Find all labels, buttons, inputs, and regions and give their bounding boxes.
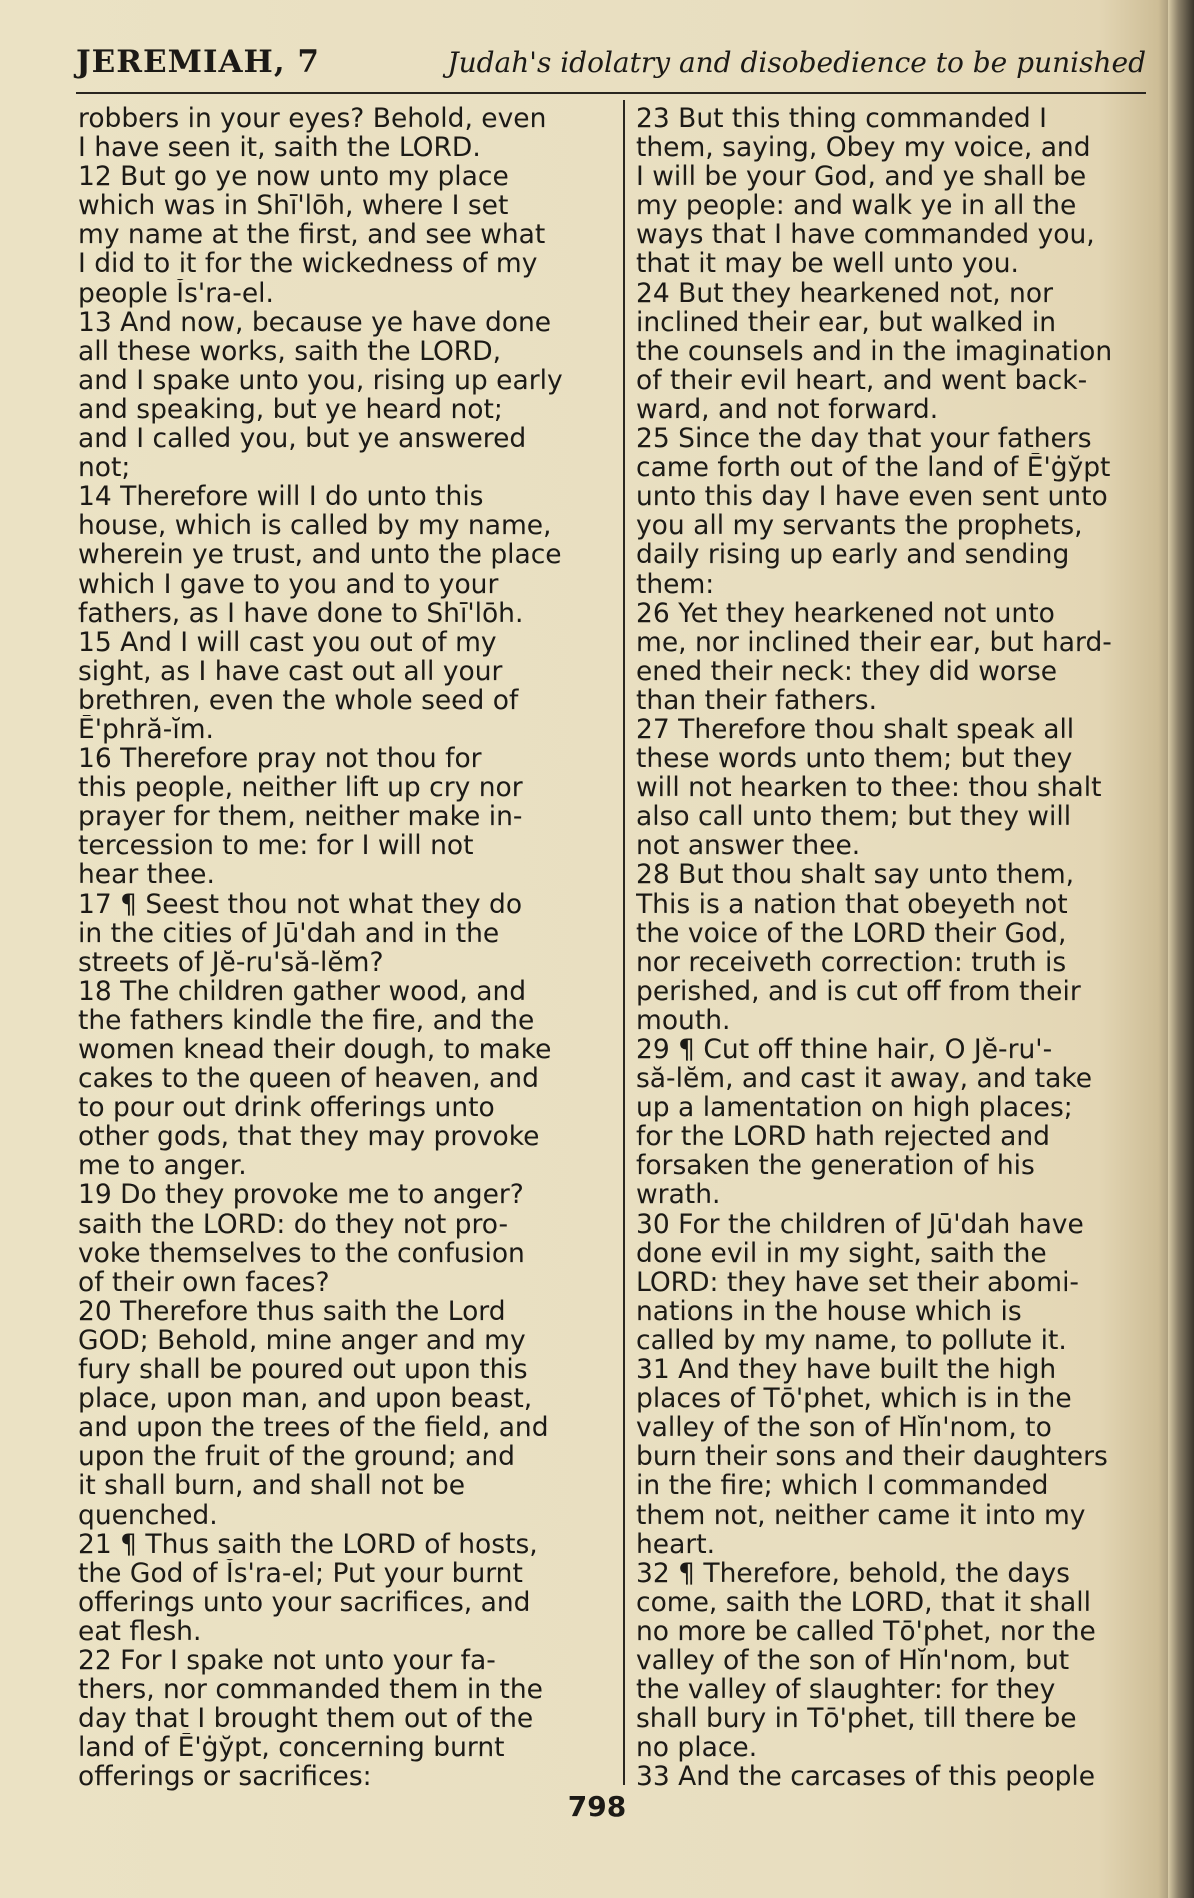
text-line: not answer thee.: [636, 831, 861, 861]
text-line: the counsels and in the imagination: [636, 336, 1113, 366]
text-line: brethren, even the whole seed of: [78, 685, 519, 715]
text-line: thers, nor commanded them in the: [78, 1675, 543, 1705]
text-line: other gods, that they may provoke: [78, 1122, 540, 1152]
text-line: LORD: they have set their abomi-: [636, 1267, 1079, 1297]
text-line: 27 Therefore thou shalt speak all: [636, 714, 1075, 745]
text-line: unto this day I have even sent unto: [636, 482, 1108, 512]
text-line: the voice of the LORD their God,: [636, 918, 1067, 948]
text-line: than their fathers.: [636, 685, 877, 715]
text-line: eat flesh.: [78, 1616, 202, 1646]
text-line: women knead their dough, to make: [78, 1035, 552, 1065]
text-line: me, nor inclined their ear, but hard-: [636, 627, 1112, 657]
text-line: 32 ¶ Therefore, behold, the days: [636, 1558, 1070, 1588]
text-line: shall bury in Tō'phet, till there be: [636, 1704, 1077, 1734]
text-line: mouth.: [636, 1005, 731, 1035]
text-line: up a lamentation on high places;: [636, 1093, 1073, 1123]
text-line: that it may be well unto you.: [636, 249, 1019, 279]
text-line: my people: and walk ye in all the: [636, 191, 1077, 221]
text-line: valley of the son of Hĭn'nom, to: [636, 1413, 1052, 1443]
text-line: 33 And the carcases of this people: [636, 1762, 1096, 1792]
text-line: voke themselves to the confusion: [78, 1238, 525, 1268]
text-line: to pour out drink offerings unto: [78, 1093, 495, 1123]
text-line: no more be called Tō'phet, nor the: [636, 1616, 1096, 1646]
text-line: my name at the first, and see what: [78, 220, 546, 250]
text-line: of their own faces?: [78, 1267, 330, 1297]
text-line: offerings unto your sacrifices, and: [78, 1587, 531, 1617]
text-line: in the fire; which I commanded: [636, 1471, 1049, 1501]
text-line: land of Ē'ġўpt, concerning burnt: [78, 1733, 505, 1763]
text-line: ways that I have commanded you,: [636, 220, 1095, 250]
page-edge-shadow: [1168, 0, 1194, 1898]
text-line: hear thee.: [78, 860, 215, 890]
text-line: 18 The children gather wood, and: [78, 976, 527, 1006]
text-line: 17 ¶ Seest thou not what they do: [78, 889, 523, 919]
page-number: 798: [567, 1790, 627, 1823]
text-line: them not, neither came it into my: [636, 1500, 1086, 1530]
text-line: robbers in your eyes? Behold, even: [78, 104, 547, 134]
text-line: these words unto them; but they: [636, 744, 1073, 774]
text-line: house, which is called by my name,: [78, 511, 552, 541]
text-line: no place.: [636, 1733, 758, 1763]
text-line: cakes to the queen of heaven, and: [78, 1064, 539, 1094]
text-line: 20 Therefore thus saith the Lord: [78, 1296, 506, 1326]
text-line: 14 Therefore will I do unto this: [78, 482, 484, 512]
text-line: fathers, as I have done to Shī'lōh.: [78, 598, 524, 628]
text-line: 15 And I will cast you out of my: [78, 627, 497, 657]
text-line: I did to it for the wickedness of my: [78, 249, 538, 279]
text-line: 19 Do they provoke me to anger?: [78, 1180, 524, 1210]
text-line: daily rising up early and sending: [636, 540, 1070, 570]
text-line: people Ĭs'ra-el.: [78, 278, 274, 308]
text-line: ened their neck: they did worse: [636, 656, 1058, 686]
text-line: 30 For the children of Jū'dah have: [636, 1209, 1084, 1239]
page-summary: Judah's idolatry and disobedience to be punished: [447, 46, 1146, 79]
text-line: saith the LORD: do they not pro-: [78, 1209, 509, 1239]
text-line: me to anger.: [78, 1151, 247, 1181]
book-chapter-title: JEREMIAH, 7: [76, 44, 320, 80]
right-column: [636, 104, 1156, 1791]
text-line: upon the fruit of the ground; and: [78, 1442, 516, 1472]
left-column: [78, 104, 610, 1791]
text-line: I have seen it, saith the LORD.: [78, 133, 481, 163]
text-line: 28 But thou shalt say unto them,: [636, 860, 1075, 890]
text-line: 21 ¶ Thus saith the LORD of hosts,: [78, 1529, 538, 1559]
text-line: for the LORD hath rejected and: [636, 1122, 1050, 1152]
text-line: 13 And now, because ye have done: [78, 307, 552, 337]
text-line: să-lĕm, and cast it away, and take: [636, 1064, 1093, 1094]
text-line: it shall burn, and shall not be: [78, 1471, 466, 1501]
text-line: 16 Therefore pray not thou for: [78, 744, 482, 774]
text-line: them:: [636, 569, 715, 599]
text-line: places of Tō'phet, which is in the: [636, 1384, 1072, 1414]
text-line: inclined their ear, but walked in: [636, 307, 1057, 337]
text-line: also call unto them; but they will: [636, 802, 1072, 832]
text-line: 26 Yet they hearkened not unto: [636, 598, 1055, 628]
text-line: and I called you, but ye answered: [78, 424, 527, 454]
text-line: came forth out of the land of Ē'ġўpt: [636, 453, 1111, 483]
text-line: streets of Jĕ-ru'să-lĕm?: [78, 947, 384, 977]
text-line: nations in the house which is: [636, 1296, 1022, 1326]
text-line: fury shall be poured out upon this: [78, 1355, 528, 1385]
text-line: 22 For I spake not unto your fa-: [78, 1645, 496, 1676]
text-line: not;: [78, 453, 131, 483]
text-line: 25 Since the day that your fathers: [636, 424, 1092, 454]
text-line: This is a nation that obeyeth not: [636, 889, 1068, 919]
text-line: heart.: [636, 1529, 716, 1559]
text-line: forsaken the generation of his: [636, 1151, 1035, 1181]
text-line: done evil in my sight, saith the: [636, 1238, 1047, 1268]
text-line: this people, neither lift up cry nor: [78, 773, 523, 803]
text-line: in the cities of Jū'dah and in the: [78, 918, 500, 948]
header-rule: [76, 92, 1146, 94]
text-line: sight, as I have cast out all your: [78, 656, 503, 686]
text-line: nor receiveth correction: truth is: [636, 947, 1067, 977]
running-header: [76, 44, 1146, 94]
text-line: called by my name, to pollute it.: [636, 1325, 1067, 1356]
text-line: tercession to me: for I will not: [78, 831, 474, 861]
text-line: 29 ¶ Cut off thine hair, O Jĕ-ru'-: [636, 1035, 1053, 1065]
text-line: the God of Ĭs'ra-el; Put your burnt: [78, 1558, 523, 1588]
text-line: and upon the trees of the field, and: [78, 1413, 549, 1443]
text-line: wrath.: [636, 1180, 721, 1210]
text-line: Ē'phră-ĭm.: [78, 714, 214, 745]
text-line: ward, and not forward.: [636, 394, 939, 425]
text-line: the fathers kindle the fire, and the: [78, 1005, 535, 1035]
text-line: of their evil heart, and went back-: [636, 365, 1088, 395]
text-line: offerings or sacrifices:: [78, 1762, 372, 1792]
text-line: 23 But this thing commanded I: [636, 104, 1047, 134]
text-line: all these works, saith the LORD,: [78, 336, 502, 366]
text-line: them, saying, Obey my voice, and: [636, 133, 1091, 163]
column-divider: [623, 100, 625, 1785]
text-line: prayer for them, neither make in-: [78, 802, 523, 832]
text-line: GOD; Behold, mine anger and my: [78, 1325, 526, 1356]
text-line: day that I brought them out of the: [78, 1704, 534, 1734]
text-line: and speaking, but ye heard not;: [78, 394, 503, 425]
text-line: 12 But go ye now unto my place: [78, 162, 509, 192]
text-line: place, upon man, and upon beast,: [78, 1384, 533, 1414]
text-line: quenched.: [78, 1500, 218, 1530]
text-line: the valley of slaughter: for they: [636, 1675, 1056, 1705]
text-line: will not hearken to thee: thou shalt: [636, 773, 1102, 803]
text-line: you all my servants the prophets,: [636, 511, 1083, 541]
text-line: and I spake unto you, rising up early: [78, 365, 563, 395]
text-line: wherein ye trust, and unto the place: [78, 540, 562, 570]
text-line: which was in Shī'lōh, where I set: [78, 191, 509, 221]
text-line: which I gave to you and to your: [78, 569, 499, 599]
text-line: I will be your God, and ye shall be: [636, 162, 1087, 192]
text-line: perished, and is cut off from their: [636, 976, 1081, 1006]
text-line: 31 And they have built the high: [636, 1355, 1057, 1385]
text-line: valley of the son of Hĭn'nom, but: [636, 1645, 1070, 1676]
text-line: burn their sons and their daughters: [636, 1442, 1108, 1472]
text-line: come, saith the LORD, that it shall: [636, 1587, 1092, 1617]
text-line: 24 But they hearkened not, nor: [636, 278, 1053, 308]
